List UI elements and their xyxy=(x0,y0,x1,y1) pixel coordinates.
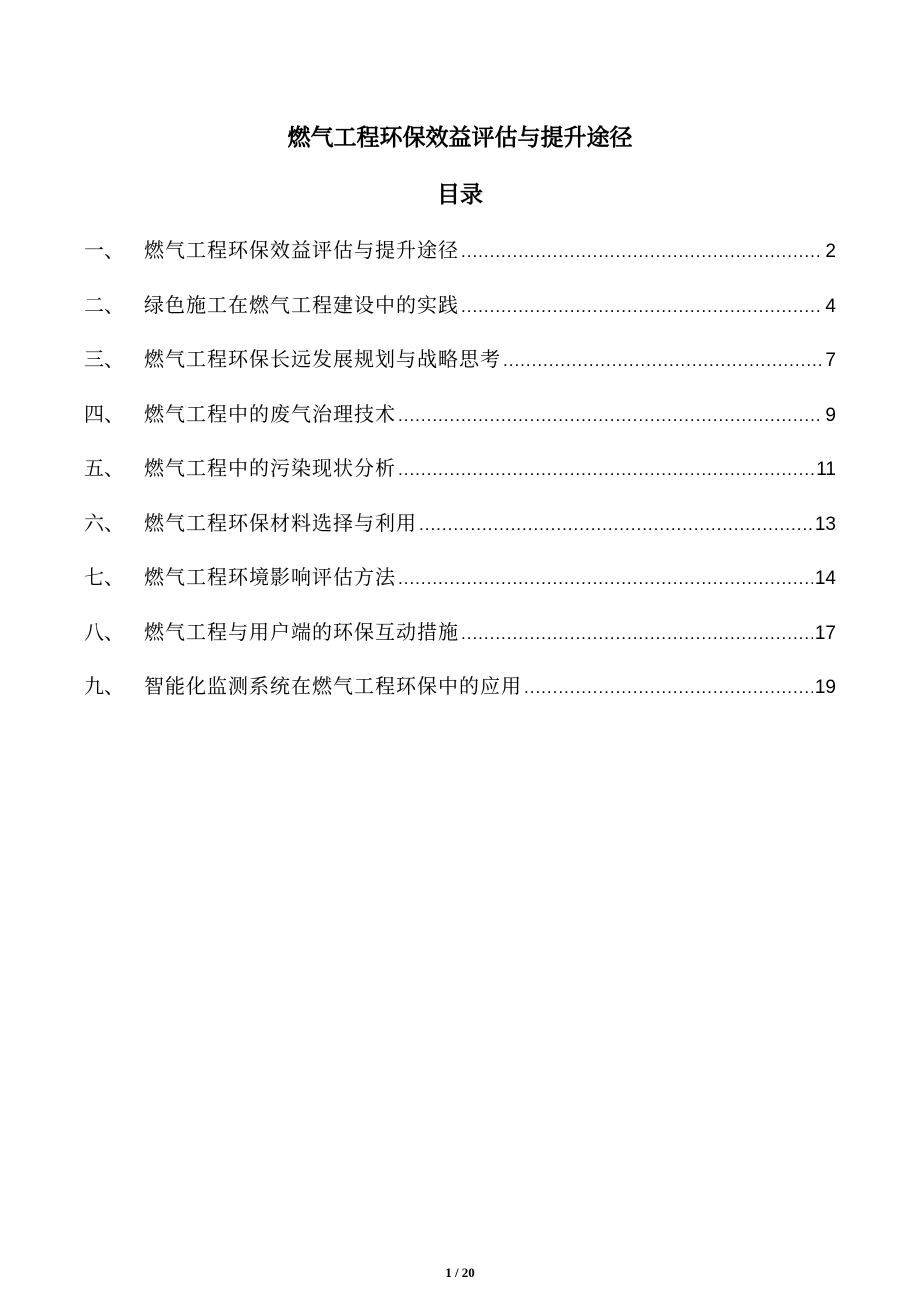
toc-dot-leader xyxy=(461,235,823,269)
toc-entry-page[interactable]: 13 xyxy=(814,513,836,535)
toc-entry-number: 七、 xyxy=(84,565,124,589)
toc-entry-page[interactable]: 9 xyxy=(825,404,836,426)
toc-entry-page[interactable]: 2 xyxy=(825,241,836,262)
toc-entry-number: 一、 xyxy=(84,238,124,262)
toc-entry-number: 二、 xyxy=(84,292,124,317)
page-number-footer: 1 / 20 xyxy=(445,1265,475,1280)
toc-entry-page[interactable]: 14 xyxy=(814,568,836,589)
document-title: 燃气工程环保效益评估与提升途径 xyxy=(287,125,633,151)
toc-entry-number: 三、 xyxy=(84,347,124,371)
table-of-contents xyxy=(84,233,836,724)
toc-entry-title[interactable]: 绿色施工在燃气工程建设中的实践 xyxy=(144,292,459,317)
toc-entry-4[interactable] xyxy=(84,397,836,452)
toc-entry-title[interactable]: 燃气工程中的废气治理技术 xyxy=(144,401,396,426)
toc-dot-leader xyxy=(398,562,813,596)
toc-entry-9[interactable] xyxy=(84,669,836,724)
toc-entry-title[interactable]: 燃气工程环保效益评估与提升途径 xyxy=(144,238,459,262)
toc-entry-8[interactable] xyxy=(84,615,836,670)
toc-dot-leader xyxy=(524,671,813,705)
toc-entry-number: 五、 xyxy=(84,456,124,480)
toc-entry-title[interactable]: 燃气工程环境影响评估方法 xyxy=(144,565,396,589)
toc-entry-title[interactable]: 燃气工程环保材料选择与利用 xyxy=(144,510,417,535)
toc-entry-page[interactable]: 11 xyxy=(816,459,836,480)
toc-entry-title[interactable]: 燃气工程中的污染现状分析 xyxy=(144,456,396,480)
toc-dot-leader xyxy=(503,344,823,378)
toc-entry-page[interactable]: 17 xyxy=(814,622,836,644)
toc-dot-leader xyxy=(419,508,813,542)
toc-dot-leader xyxy=(398,453,814,487)
toc-entry-2[interactable] xyxy=(84,288,836,343)
toc-dot-leader xyxy=(398,399,823,433)
toc-entry-6[interactable] xyxy=(84,506,836,561)
toc-entry-page[interactable]: 7 xyxy=(825,350,836,371)
toc-heading: 目录 xyxy=(437,182,483,208)
toc-entry-title[interactable]: 智能化监测系统在燃气工程环保中的应用 xyxy=(144,674,522,698)
toc-entry-page[interactable]: 19 xyxy=(814,677,836,698)
toc-entry-7[interactable] xyxy=(84,560,836,615)
toc-entry-1[interactable] xyxy=(84,233,836,288)
toc-entry-title[interactable]: 燃气工程与用户端的环保互动措施 xyxy=(144,619,459,644)
toc-entry-number: 九、 xyxy=(84,674,124,698)
toc-dot-leader xyxy=(461,617,813,651)
toc-entry-number: 六、 xyxy=(84,510,124,535)
toc-dot-leader xyxy=(461,290,823,324)
toc-entry-page[interactable]: 4 xyxy=(825,295,836,317)
toc-entry-3[interactable] xyxy=(84,342,836,397)
toc-entry-number: 四、 xyxy=(84,401,124,426)
toc-entry-number: 八、 xyxy=(84,619,124,644)
toc-entry-5[interactable] xyxy=(84,451,836,506)
toc-entry-title[interactable]: 燃气工程环保长远发展规划与战略思考 xyxy=(144,347,501,371)
